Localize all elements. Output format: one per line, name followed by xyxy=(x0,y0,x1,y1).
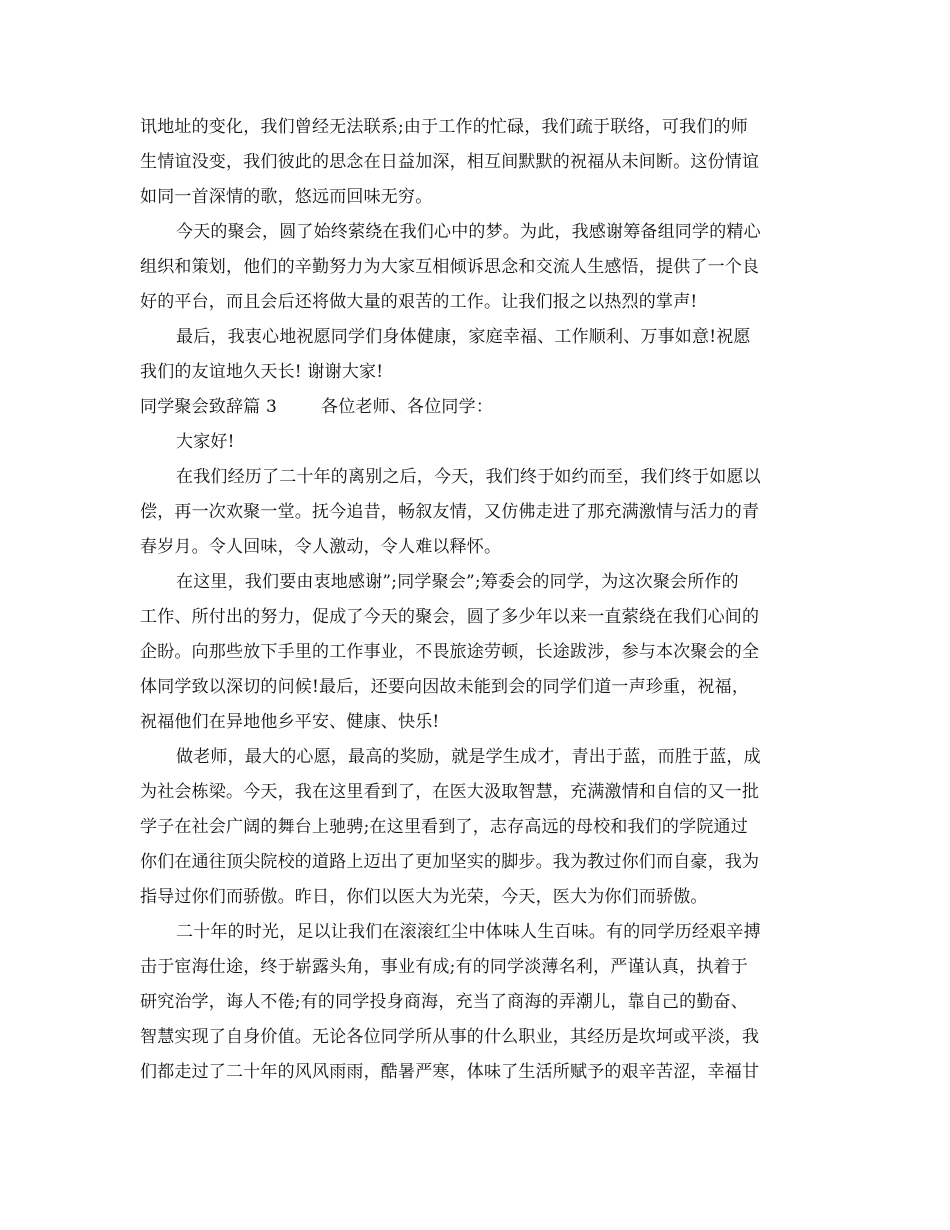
text-line: 祝福他们在异地他乡平安、健康、快乐! xyxy=(140,712,440,732)
text-line: 体同学致以深切的问候!最后，还要向因故未能到会的同学们道一声珍重，祝福， xyxy=(140,677,750,697)
paragraph-first-line: 在这里，我们要由衷地感谢”;同学聚会”;筹委会的同学，为这次聚会所作的 xyxy=(176,572,739,592)
text-line: 我们的友谊地久天长! 谢谢大家! xyxy=(140,362,384,382)
paragraph-first-line: 最后，我衷心地祝愿同学们身体健康，家庭幸福、工作顺利、万事如意!祝愿 xyxy=(176,327,751,347)
text-line: 如同一首深情的歌，悠远而回味无穷。 xyxy=(140,187,433,207)
text-line: 们都走过了二十年的风风雨雨，酷暑严寒，体味了生活所赋予的艰辛苦涩，幸福甘 xyxy=(140,1062,760,1082)
paragraph-first-line: 今天的聚会，圆了始终萦绕在我们心中的梦。为此，我感谢筹备组同学的精心 xyxy=(176,222,761,242)
greeting: 大家好! xyxy=(176,432,235,452)
text-line: 研究治学，诲人不倦;有的同学投身商海，充当了商海的弄潮儿，靠自己的勤奋、 xyxy=(140,992,748,1012)
text-line: 为社会栋梁。今天，我在这里看到了，在医大汲取智慧，充满激情和自信的又一批 xyxy=(140,782,760,802)
text-line: 学子在社会广阔的舞台上驰骋;在这里看到了，志存高远的母校和我们的学院通过 xyxy=(140,817,748,837)
paragraph-first-line: 在我们经历了二十年的离别之后，今天，我们终于如约而至，我们终于如愿以 xyxy=(176,467,761,487)
section-heading-line xyxy=(140,390,815,425)
text-line: 指导过你们而骄傲。昨日，你们以医大为光荣，今天，医大为你们而骄傲。 xyxy=(140,887,708,907)
text-line: 工作、所付出的努力，促成了今天的聚会，圆了多少年以来一直萦绕在我们心间的 xyxy=(140,607,760,627)
text-line: 偿，再一次欢聚一堂。抚今追昔，畅叙友情，又仿佛走进了那充满激情与活力的青 xyxy=(140,502,760,522)
text-line: 组织和策划，他们的辛勤努力为大家互相倾诉思念和交流人生感悟，提供了一个良 xyxy=(140,257,760,277)
text-line: 好的平台，而且会后还将做大量的艰苦的工作。让我们报之以热烈的掌声! xyxy=(140,292,698,312)
document-body xyxy=(140,110,815,1090)
text-line: 击于宦海仕途，终于崭露头角，事业有成;有的同学淡薄名利，严谨认真，执着于 xyxy=(140,957,748,977)
text-line: 生情谊没变，我们彼此的思念在日益加深，相互间默默的祝福从未间断。这份情谊 xyxy=(140,152,760,172)
text-line: 企盼。向那些放下手里的工作事业，不畏旅途劳顿，长途跋涉，参与本次聚会的全 xyxy=(140,642,760,662)
salutation: 各位老师、各位同学： xyxy=(321,397,494,417)
section-heading: 同学聚会致辞篇 3 xyxy=(140,397,278,417)
text-line: 讯地址的变化，我们曾经无法联系;由于工作的忙碌，我们疏于联络，可我们的师 xyxy=(140,117,748,137)
paragraph-first-line: 二十年的时光，足以让我们在滚滚红尘中体味人生百味。有的同学历经艰辛搏 xyxy=(176,922,761,942)
text-line: 你们在通往顶尖院校的道路上迈出了更加坚实的脚步。我为教过你们而自豪，我为 xyxy=(140,852,760,872)
paragraph-first-line: 做老师，最大的心愿，最高的奖励，就是学生成才，青出于蓝，而胜于蓝，成 xyxy=(176,747,761,767)
text-line: 智慧实现了自身价值。无论各位同学所从事的什么职业，其经历是坎坷或平淡，我 xyxy=(140,1027,760,1047)
text-line: 春岁月。令人回味，令人激动，令人难以释怀。 xyxy=(140,537,502,557)
